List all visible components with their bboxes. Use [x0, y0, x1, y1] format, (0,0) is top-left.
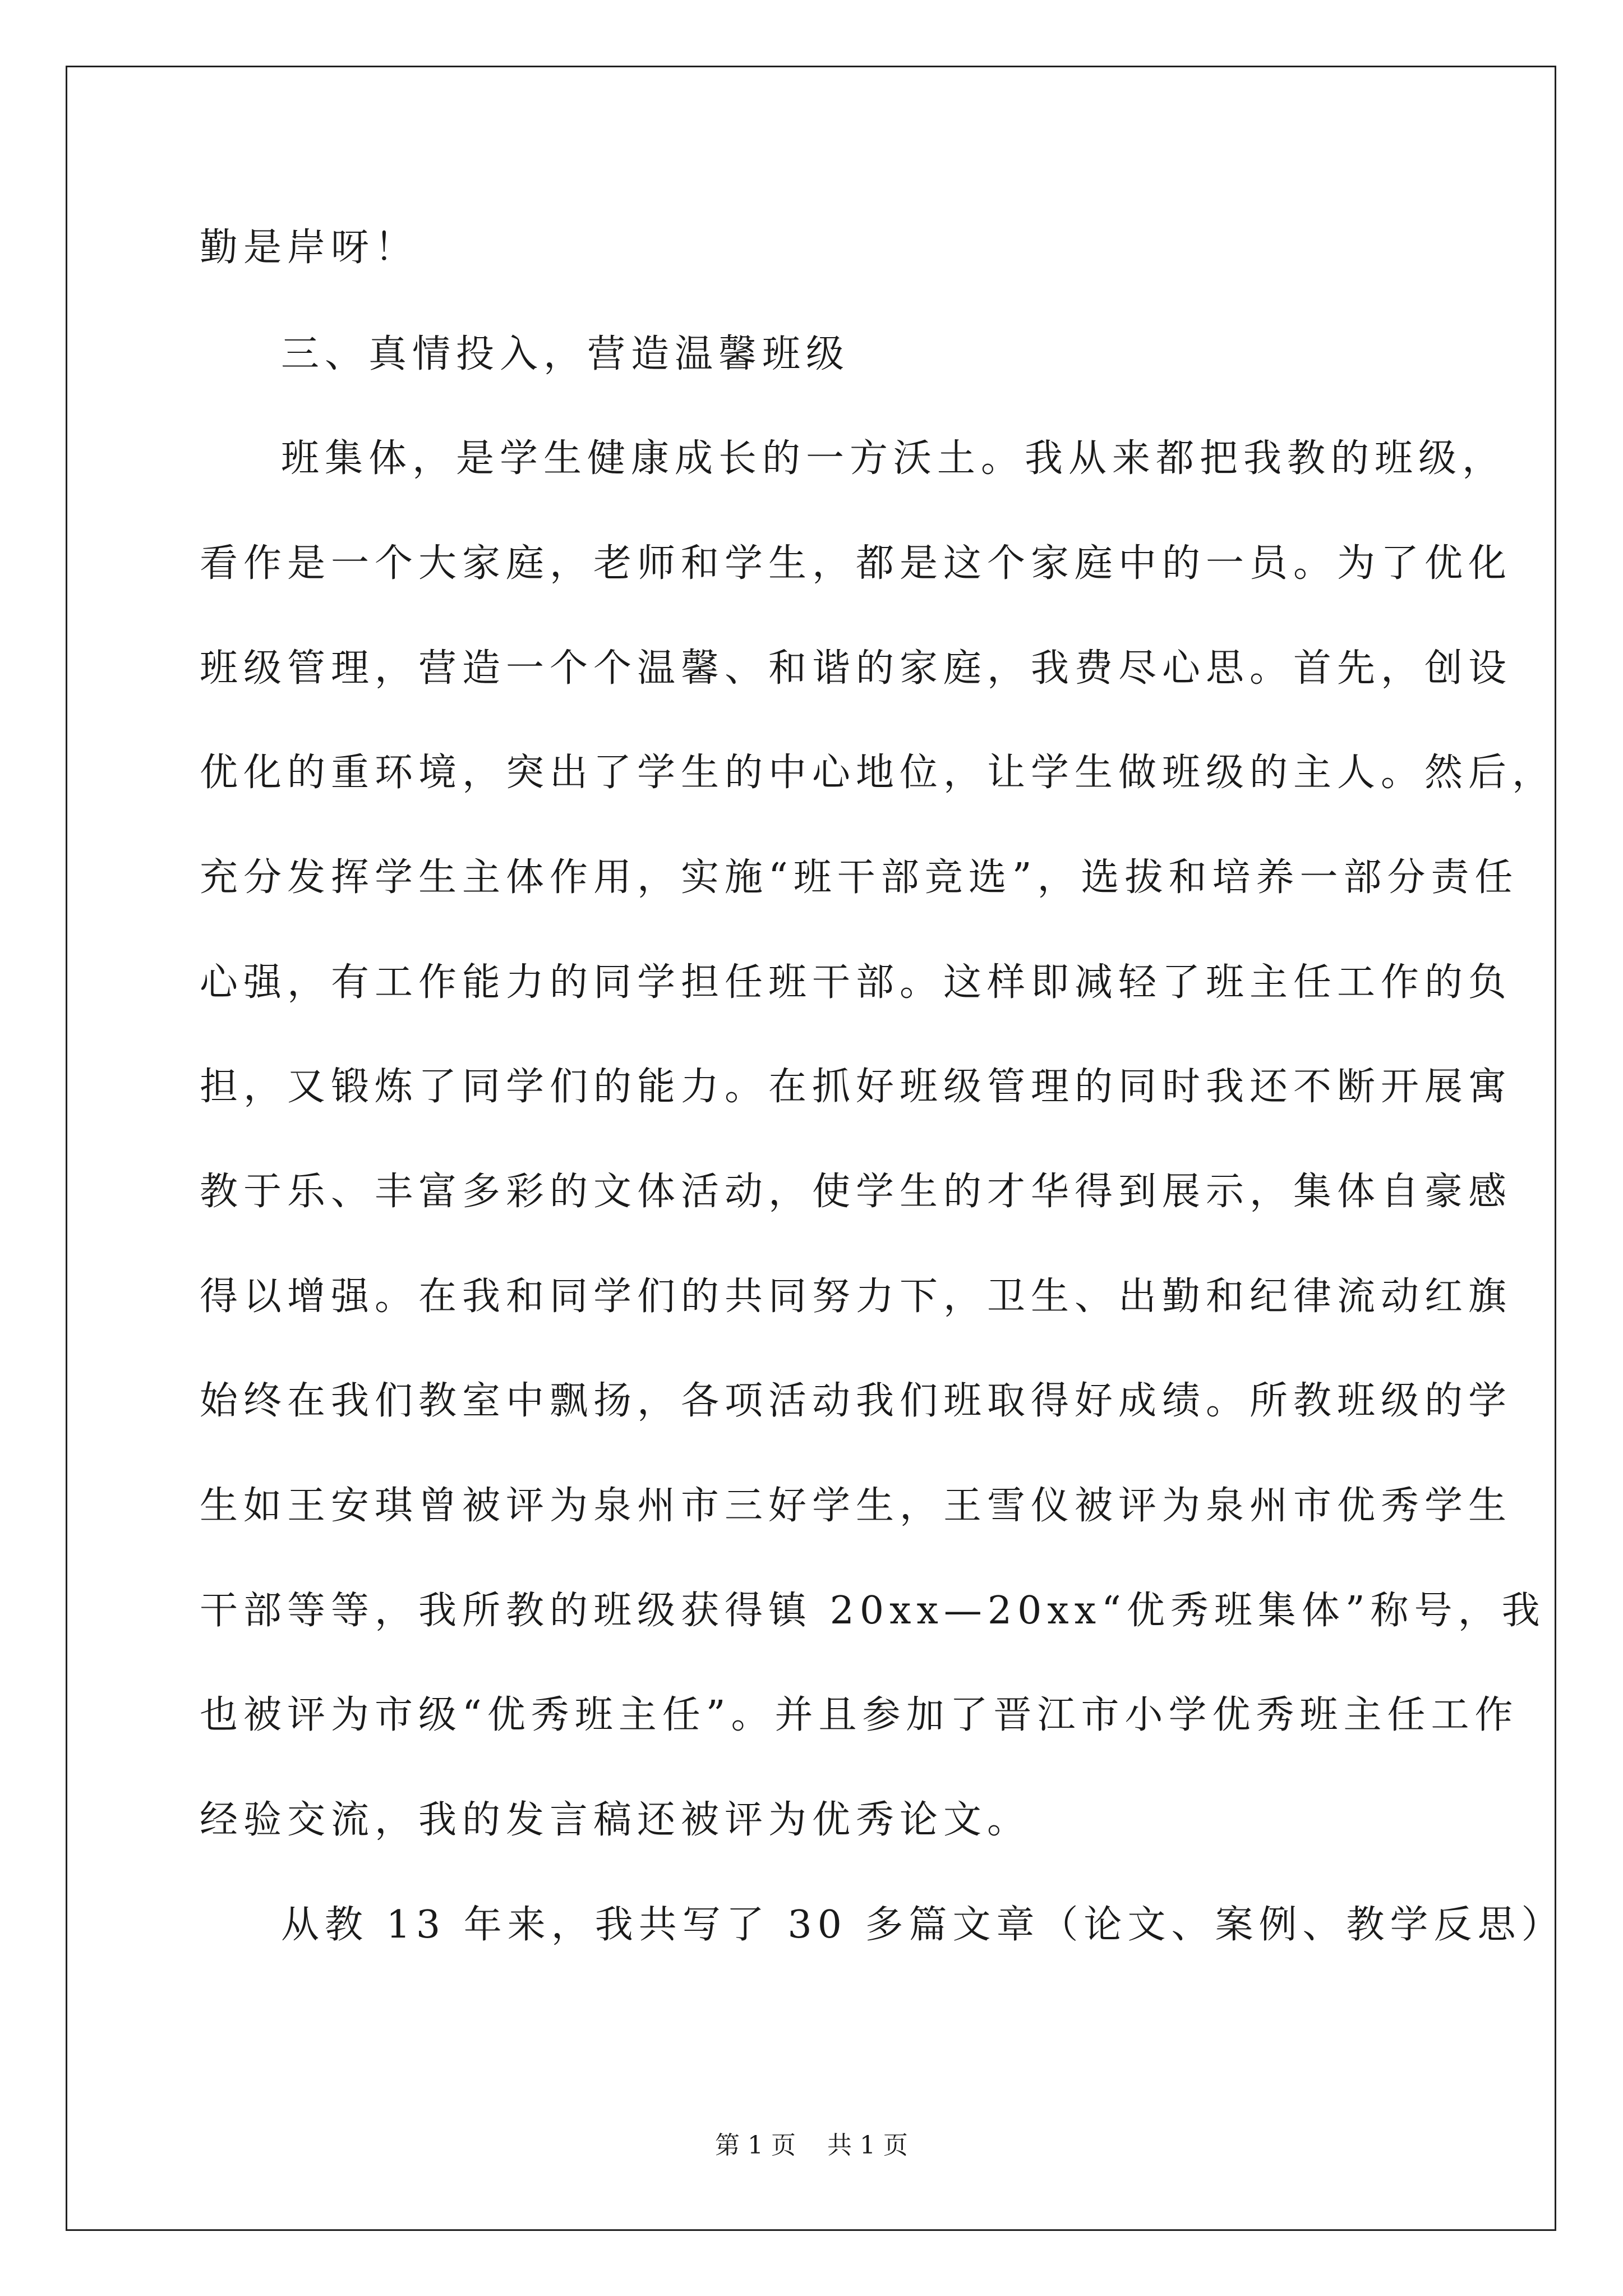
text-line: 充分发挥学生主体作用，实施“班干部竞选”，选拔和培养一部分责任 [200, 855, 1519, 900]
text-line: 班级管理，营造一个个温馨、和谐的家庭，我费尽心思。首先，创设 [200, 646, 1513, 691]
section-heading: 三、真情投入，营造温馨班级 [281, 332, 850, 376]
text-line: 得以增强。在我和同学们的共同努力下，卫生、出勤和纪律流动红旗 [200, 1274, 1513, 1319]
text-line: 经验交流，我的发言稿还被评为优秀论文。 [200, 1798, 1031, 1842]
text-line: 从教 13 年来，我共写了 30 多篇文章（论文、案例、教学反思） [281, 1903, 1565, 1947]
text-line: 优化的重环境，突出了学生的中心地位，让学生做班级的主人。然后， [200, 751, 1556, 795]
text-line: 干部等等，我所教的班级获得镇 20xx—20xx“优秀班集体”称号，我 [200, 1589, 1546, 1633]
text-line: 勤是岸呀！ [200, 226, 419, 270]
text-line: 教于乐、丰富多彩的文体活动，使学生的才华得到展示，集体自豪感 [200, 1170, 1513, 1214]
text-line: 生如王安琪曾被评为泉州市三好学生，王雪仪被评为泉州市优秀学生 [200, 1484, 1513, 1528]
text-line: 看作是一个大家庭，老师和学生，都是这个家庭中的一员。为了优化 [200, 541, 1513, 586]
page-number-footer: 第 1 页 共 1 页 [715, 2131, 908, 2160]
text-line: 班集体，是学生健康成长的一方沃土。我从来都把我教的班级， [281, 436, 1506, 481]
text-line: 心强，有工作能力的同学担任班干部。这样即减轻了班主任工作的负 [200, 960, 1513, 1005]
text-line: 也被评为市级“优秀班主任”。并且参加了晋江市小学优秀班主任工作 [200, 1693, 1519, 1737]
text-line: 始终在我们教室中飘扬，各项活动我们班取得好成绩。所教班级的学 [200, 1379, 1513, 1423]
text-line: 担，又锻炼了同学们的能力。在抓好班级管理的同时我还不断开展寓 [200, 1065, 1513, 1109]
